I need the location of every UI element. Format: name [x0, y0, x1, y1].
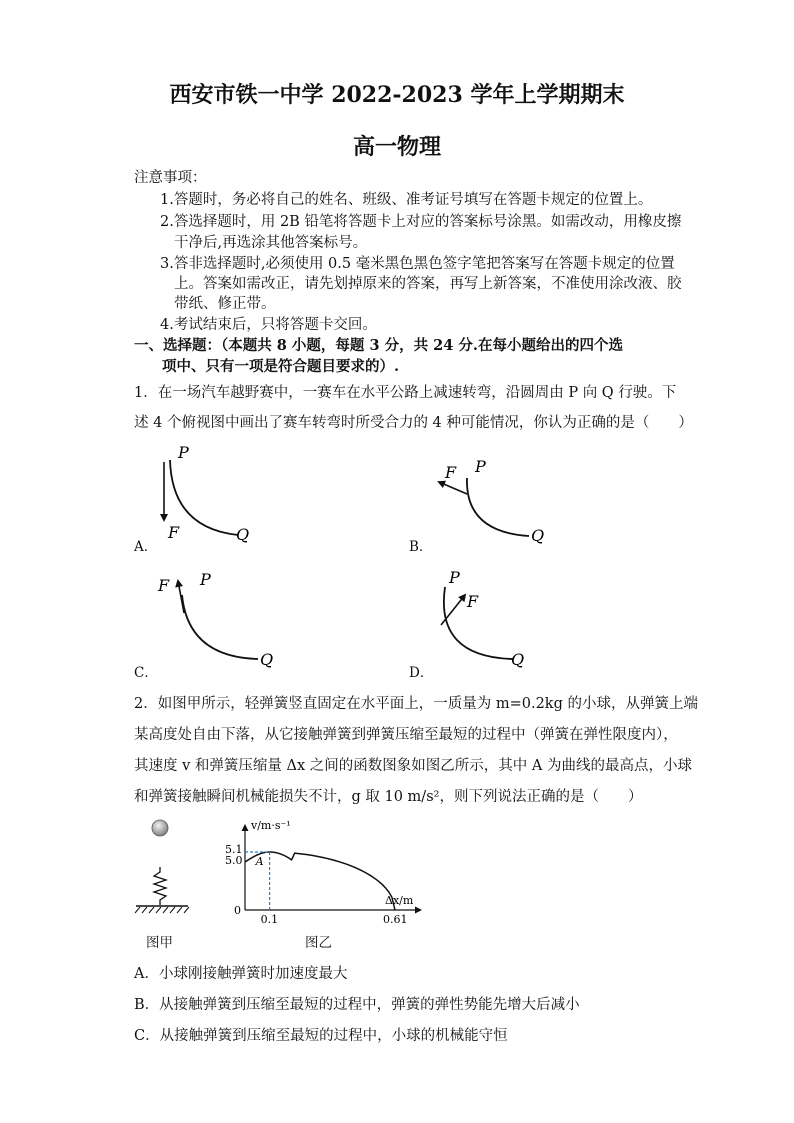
q1-c-path [182, 595, 258, 659]
point-a-label: A [255, 855, 264, 868]
y-tick-5-0: 5.0 [225, 854, 243, 867]
notice-item-3-line-3: 带纸、修正带。 [174, 296, 276, 312]
q1-b-path [467, 478, 529, 536]
q1-c-p-label: P [200, 570, 211, 589]
q1-a-q-label: Q [236, 525, 250, 544]
y-axis-label: v/m·s⁻¹ [251, 819, 291, 832]
q1-option-b-diagram [425, 450, 555, 550]
q1-option-c-label: C． [134, 665, 158, 681]
q1-d-path [444, 587, 513, 659]
q2-line-2: 某高度处自由下落，从它接触弹簧到弹簧压缩至最短的过程中（弹簧在弹性限度内）， [134, 727, 678, 743]
q1-a-p-label: P [178, 443, 189, 462]
notice-item-3-line-2: 上。答案如需改正，请先划掉原来的答案，再写上新答案，不准使用涂改液、胶 [174, 276, 682, 292]
exam-subtitle: 高一物理 [352, 134, 441, 160]
q1-a-f-label: F [168, 523, 180, 542]
q2-option-a: A．小球刚接触弹簧时加速度最大 [134, 966, 348, 982]
notice-item-2-line-1: 2.答选择题时，用 2B 铅笔将答题卡上对应的答案标号涂黑。如需改动，用橡皮擦 [160, 214, 682, 230]
q1-b-f-label: F [445, 463, 457, 482]
q1-b-p-label: P [475, 457, 486, 476]
notice-item-3-line-1: 3.答非选择题时,必须使用 0.5 毫米黑色黑色签字笔把答案写在答题卡规定的位置 [160, 256, 675, 272]
q1-option-b-label: B． [409, 539, 433, 555]
q1-d-p-label: P [449, 568, 460, 587]
origin-label: 0 [234, 904, 241, 917]
notice-item-2-line-2: 干净后,再选涂其他答案标号。 [174, 235, 368, 251]
q1-line-1: 1．在一场汽车越野赛中，一赛车在水平公路上减速转弯，沿圆周由 P 向 Q 行驶。下 [134, 385, 677, 401]
notice-heading: 注意事项： [134, 170, 207, 186]
q2-figure-a [130, 815, 200, 925]
q1-b-force-arrow [439, 482, 467, 494]
q2-option-b: B．从接触弹簧到压缩至最短的过程中，弹簧的弹性势能先增大后减小 [134, 997, 580, 1013]
q1-option-d-label: D． [409, 665, 434, 681]
section-heading-line-1: 一、选择题：（本题共 8 小题，每题 3 分，共 24 分.在每小题给出的四个选 [134, 337, 623, 354]
section-heading-line-2: 项中、只有一项是符合题目要求的）. [162, 358, 400, 375]
q1-option-d-diagram [425, 565, 555, 675]
q2-option-c: C．从接触弹簧到压缩至最短的过程中，小球的机械能守恒 [134, 1028, 508, 1044]
q2-figure-b-caption: 图乙 [305, 935, 332, 951]
q2-figure-a-caption: 图甲 [146, 935, 173, 951]
ball [152, 820, 168, 836]
x-tick-0-61: 0.61 [383, 913, 408, 926]
q1-a-path [170, 460, 238, 535]
v-curve [245, 852, 395, 910]
y-tick-5-1: 5.1 [225, 843, 243, 856]
q1-option-a-diagram [150, 440, 270, 550]
notice-item-1: 1.答题时，务必将自己的姓名、班级、准考证号填写在答题卡规定的位置上。 [160, 192, 653, 208]
x-axis-label: Δx/m [385, 894, 414, 907]
q2-line-1: 2．如图甲所示，轻弹簧竖直固定在水平面上，一质量为 m=0.2kg 的小球，从弹簧上端 [134, 696, 698, 712]
q1-d-q-label: Q [511, 650, 525, 669]
notice-item-4: 4.考试结束后，只将答题卡交回。 [160, 317, 377, 333]
q1-option-a-label: A． [134, 539, 158, 555]
q1-line-2: 述 4 个俯视图中画出了赛车转弯时所受合力的 4 种可能情况，你认为正确的是（ ） [134, 415, 693, 431]
q1-b-q-label: Q [531, 526, 545, 545]
q1-c-f-label: F [158, 576, 170, 595]
q1-c-q-label: Q [260, 650, 274, 669]
q2-line-4: 和弹簧接触瞬间机械能损失不计，g 取 10 m/s²，则下列说法正确的是（ ） [134, 789, 643, 805]
q1-option-c-diagram [150, 565, 280, 675]
q2-figure-b-graph [225, 818, 435, 928]
x-tick-0-1: 0.1 [260, 913, 279, 926]
exam-title: 西安市铁一中学 2022-2023 学年上学期期末 [169, 82, 625, 108]
q2-line-3: 其速度 v 和弹簧压缩量 Δx 之间的函数图象如图乙所示，其中 A 为曲线的最高点，小球 [134, 758, 692, 774]
q1-d-f-label: F [467, 592, 479, 611]
spring [154, 867, 166, 905]
